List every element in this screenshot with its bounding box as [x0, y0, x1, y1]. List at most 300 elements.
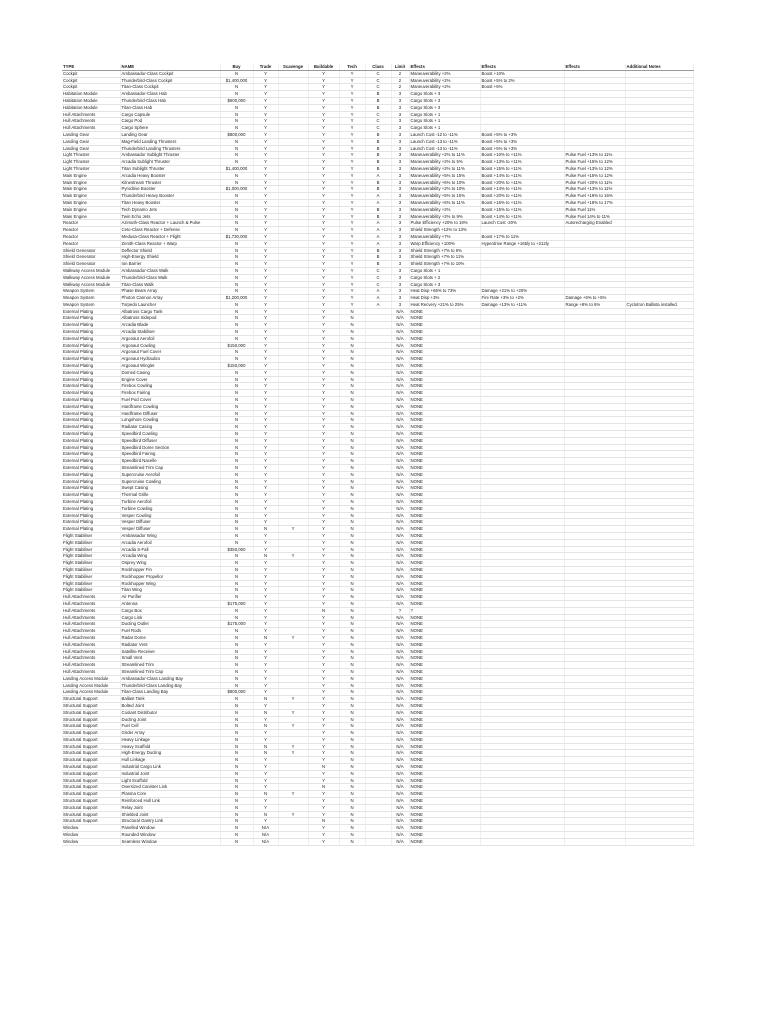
type-cell: Shield Generator: [62, 254, 120, 261]
tech-cell: Y: [339, 206, 365, 213]
tech-cell: N: [339, 621, 365, 628]
notes-cell: [625, 240, 693, 247]
table-row: [62, 77, 693, 84]
tech-cell: N: [339, 580, 365, 587]
tech-cell: N: [339, 655, 365, 662]
class-cell: [365, 587, 391, 594]
buy-cell: N: [220, 696, 253, 703]
notes-cell: [625, 689, 693, 696]
effects-1-cell: NONE: [409, 505, 480, 512]
table-row: [62, 757, 693, 764]
limit-cell: 3: [391, 199, 409, 206]
scavenge-cell: [278, 281, 308, 288]
notes-cell: [625, 791, 693, 798]
tech-cell: N: [339, 410, 365, 417]
class-cell: [365, 607, 391, 614]
notes-cell: [625, 383, 693, 390]
effects-1-cell: NONE: [409, 764, 480, 771]
class-cell: [365, 743, 391, 750]
limit-cell: 3: [391, 247, 409, 254]
type-cell: Cockpit: [62, 77, 120, 84]
effects-1-cell: NONE: [409, 709, 480, 716]
effects-3-cell: [564, 335, 625, 342]
buildable-cell: Y: [308, 261, 339, 268]
table-row: [62, 424, 693, 431]
limit-cell: N/A: [391, 634, 409, 641]
table-row: [62, 437, 693, 444]
effects-2-cell: [480, 539, 564, 546]
type-cell: External Plating: [62, 376, 120, 383]
name-cell: Speedbird Dome Section: [120, 444, 220, 451]
type-cell: External Plating: [62, 424, 120, 431]
tech-cell: Y: [339, 125, 365, 132]
tech-cell: N: [339, 696, 365, 703]
buildable-cell: N: [308, 764, 339, 771]
buy-cell: N: [220, 403, 253, 410]
class-cell: [365, 750, 391, 757]
buy-cell: N: [220, 369, 253, 376]
tech-cell: Y: [339, 84, 365, 91]
class-cell: C: [365, 125, 391, 132]
buildable-cell: Y: [308, 322, 339, 329]
table-row: [62, 478, 693, 485]
table-row: [62, 274, 693, 281]
limit-cell: N/A: [391, 322, 409, 329]
effects-3-cell: [564, 560, 625, 567]
trade-cell: N: [253, 553, 278, 560]
effects-3-cell: Pulse Fuel +15% to 12%: [564, 159, 625, 166]
tech-cell: N: [339, 594, 365, 601]
limit-cell: 2: [391, 77, 409, 84]
trade-cell: Y: [253, 607, 278, 614]
buy-cell: N: [220, 458, 253, 465]
type-cell: Hull Attachments: [62, 634, 120, 641]
tech-cell: N: [339, 825, 365, 832]
buy-cell: N: [220, 485, 253, 492]
buy-cell: N: [220, 288, 253, 295]
tech-cell: Y: [339, 199, 365, 206]
effects-2-cell: [480, 247, 564, 254]
effects-2-cell: [480, 716, 564, 723]
tech-cell: Y: [339, 91, 365, 98]
table-row: [62, 369, 693, 376]
notes-cell: [625, 770, 693, 777]
effects-3-cell: [564, 403, 625, 410]
limit-cell: N/A: [391, 825, 409, 832]
limit-cell: N/A: [391, 743, 409, 750]
name-cell: Arcadia Stabiliser: [120, 329, 220, 336]
notes-cell: [625, 634, 693, 641]
notes-cell: [625, 539, 693, 546]
tech-cell: Y: [339, 179, 365, 186]
buy-cell: $800,000: [220, 689, 253, 696]
trade-cell: N: [253, 709, 278, 716]
effects-3-cell: [564, 118, 625, 125]
tech-cell: N: [339, 471, 365, 478]
effects-1-cell: NONE: [409, 662, 480, 669]
buy-cell: N: [220, 213, 253, 220]
buy-cell: N: [220, 376, 253, 383]
trade-cell: Y: [253, 397, 278, 404]
table-row: [62, 363, 693, 370]
notes-cell: [625, 614, 693, 621]
scavenge-cell: [278, 682, 308, 689]
scavenge-cell: [278, 648, 308, 655]
effects-3-cell: [564, 424, 625, 431]
limit-cell: N/A: [391, 397, 409, 404]
trade-cell: Y: [253, 335, 278, 342]
class-cell: [365, 349, 391, 356]
effects-3-cell: [564, 77, 625, 84]
trade-cell: N: [253, 811, 278, 818]
buildable-cell: Y: [308, 342, 339, 349]
buildable-cell: Y: [308, 172, 339, 179]
table-row: [62, 376, 693, 383]
class-cell: [365, 553, 391, 560]
effects-1-cell: NONE: [409, 519, 480, 526]
class-cell: B: [365, 145, 391, 152]
trade-cell: N/A: [253, 838, 278, 845]
name-cell: Kilnestream Thruster: [120, 179, 220, 186]
trade-cell: Y: [253, 199, 278, 206]
name-cell: Antenna: [120, 600, 220, 607]
effects-3-cell: [564, 791, 625, 798]
effects-1-cell: Launch Cost -13 to -11%: [409, 138, 480, 145]
scavenge-cell: [278, 179, 308, 186]
table-row: [62, 607, 693, 614]
trade-cell: Y: [253, 111, 278, 118]
class-cell: B: [365, 247, 391, 254]
effects-2-cell: [480, 227, 564, 234]
trade-cell: Y: [253, 288, 278, 295]
limit-cell: N/A: [391, 369, 409, 376]
scavenge-cell: [278, 417, 308, 424]
trade-cell: Y: [253, 451, 278, 458]
trade-cell: N: [253, 696, 278, 703]
notes-cell: [625, 580, 693, 587]
buildable-cell: Y: [308, 213, 339, 220]
name-cell: Titan Heavy Booster: [120, 199, 220, 206]
buildable-cell: Y: [308, 431, 339, 438]
effects-2-cell: [480, 798, 564, 805]
notes-cell: [625, 499, 693, 506]
effects-1-cell: Pulse Efficiency +20% to 19%: [409, 220, 480, 227]
table-row: [62, 329, 693, 336]
buy-cell: N: [220, 757, 253, 764]
name-cell: Argonaut Fuel Cover: [120, 349, 220, 356]
trade-cell: Y: [253, 764, 278, 771]
trade-cell: Y: [253, 458, 278, 465]
type-cell: Structural Support: [62, 702, 120, 709]
class-cell: [365, 532, 391, 539]
notes-cell: [625, 247, 693, 254]
type-cell: Structural Support: [62, 764, 120, 771]
scavenge-cell: [278, 628, 308, 635]
limit-cell: N/A: [391, 736, 409, 743]
type-cell: Window: [62, 838, 120, 845]
class-cell: [365, 764, 391, 771]
table-row: [62, 838, 693, 845]
effects-1-cell: Cargo Slots + 1: [409, 118, 480, 125]
buy-cell: N: [220, 628, 253, 635]
effects-2-cell: [480, 553, 564, 560]
class-cell: [365, 784, 391, 791]
type-cell: Light Thruster: [62, 159, 120, 166]
limit-cell: N/A: [391, 458, 409, 465]
buildable-cell: Y: [308, 512, 339, 519]
tech-cell: N: [339, 573, 365, 580]
effects-3-cell: [564, 716, 625, 723]
type-cell: External Plating: [62, 315, 120, 322]
buy-cell: N: [220, 91, 253, 98]
class-cell: [365, 838, 391, 845]
col-header-name: NAME: [120, 64, 220, 70]
name-cell: Argonaut Hydraulics: [120, 356, 220, 363]
buildable-cell: Y: [308, 458, 339, 465]
name-cell: Ducting Joint: [120, 716, 220, 723]
effects-1-cell: Maneuverability +2% to 11%: [409, 152, 480, 159]
name-cell: Small Vent: [120, 655, 220, 662]
type-cell: External Plating: [62, 492, 120, 499]
limit-cell: 3: [391, 267, 409, 274]
scavenge-cell: [278, 254, 308, 261]
buildable-cell: Y: [308, 600, 339, 607]
name-cell: High-Energy Ducting: [120, 750, 220, 757]
buy-cell: N: [220, 668, 253, 675]
effects-3-cell: [564, 702, 625, 709]
effects-1-cell: NONE: [409, 417, 480, 424]
name-cell: Hardframe Diffuser: [120, 410, 220, 417]
notes-cell: [625, 288, 693, 295]
scavenge-cell: [278, 261, 308, 268]
tech-cell: N: [339, 770, 365, 777]
effects-2-cell: [480, 322, 564, 329]
effects-3-cell: [564, 125, 625, 132]
buildable-cell: Y: [308, 702, 339, 709]
tech-cell: N: [339, 383, 365, 390]
type-cell: Main Engine: [62, 172, 120, 179]
type-cell: Structural Support: [62, 770, 120, 777]
effects-2-cell: [480, 580, 564, 587]
class-cell: B: [365, 179, 391, 186]
effects-1-cell: NONE: [409, 804, 480, 811]
effects-2-cell: [480, 417, 564, 424]
name-cell: Supercruise Aerofoil: [120, 471, 220, 478]
buildable-cell: Y: [308, 798, 339, 805]
notes-cell: [625, 431, 693, 438]
notes-cell: [625, 295, 693, 302]
trade-cell: Y: [253, 91, 278, 98]
scavenge-cell: [278, 315, 308, 322]
class-cell: [365, 580, 391, 587]
effects-3-cell: [564, 254, 625, 261]
class-cell: A: [365, 227, 391, 234]
trade-cell: Y: [253, 730, 278, 737]
limit-cell: N/A: [391, 764, 409, 771]
effects-2-cell: [480, 832, 564, 839]
effects-2-cell: [480, 349, 564, 356]
buildable-cell: Y: [308, 288, 339, 295]
effects-3-cell: Damage +6% to +5%: [564, 295, 625, 302]
class-cell: [365, 546, 391, 553]
table-row: [62, 743, 693, 750]
effects-3-cell: [564, 70, 625, 77]
type-cell: Flight Stabiliser: [62, 573, 120, 580]
limit-cell: N/A: [391, 566, 409, 573]
limit-cell: N/A: [391, 403, 409, 410]
tech-cell: N: [339, 499, 365, 506]
buildable-cell: Y: [308, 193, 339, 200]
trade-cell: Y: [253, 546, 278, 553]
buildable-cell: Y: [308, 668, 339, 675]
table-body: [62, 70, 693, 845]
limit-cell: N/A: [391, 696, 409, 703]
limit-cell: N/A: [391, 791, 409, 798]
buy-cell: N: [220, 281, 253, 288]
effects-2-cell: [480, 628, 564, 635]
table-row: [62, 818, 693, 825]
effects-2-cell: [480, 104, 564, 111]
type-cell: Hull Attachments: [62, 614, 120, 621]
scavenge-cell: Y: [278, 634, 308, 641]
table-row: [62, 458, 693, 465]
buy-cell: N: [220, 410, 253, 417]
class-cell: A: [365, 233, 391, 240]
table-row: [62, 179, 693, 186]
trade-cell: Y: [253, 573, 278, 580]
name-cell: Panelled Window: [120, 825, 220, 832]
effects-2-cell: [480, 315, 564, 322]
class-cell: B: [365, 206, 391, 213]
type-cell: External Plating: [62, 363, 120, 370]
table-row: [62, 145, 693, 152]
effects-1-cell: Warp Efficiency +100%: [409, 240, 480, 247]
notes-cell: [625, 553, 693, 560]
class-cell: [365, 804, 391, 811]
scavenge-cell: [278, 125, 308, 132]
effects-3-cell: [564, 505, 625, 512]
class-cell: B: [365, 186, 391, 193]
notes-cell: [625, 485, 693, 492]
scavenge-cell: [278, 580, 308, 587]
name-cell: Speedbird Nacelle: [120, 458, 220, 465]
effects-3-cell: [564, 736, 625, 743]
scavenge-cell: [278, 675, 308, 682]
parts-table: [62, 64, 694, 846]
tech-cell: N: [339, 668, 365, 675]
effects-3-cell: [564, 804, 625, 811]
tech-cell: N: [339, 322, 365, 329]
tech-cell: N: [339, 682, 365, 689]
buy-cell: N: [220, 838, 253, 845]
buy-cell: $1,400,000: [220, 165, 253, 172]
limit-cell: 3: [391, 193, 409, 200]
buy-cell: N: [220, 349, 253, 356]
buy-cell: $1,400,000: [220, 77, 253, 84]
buy-cell: N: [220, 750, 253, 757]
type-cell: Structural Support: [62, 791, 120, 798]
buildable-cell: Y: [308, 227, 339, 234]
tech-cell: N: [339, 716, 365, 723]
notes-cell: [625, 777, 693, 784]
name-cell: Ambassador-Class Hab: [120, 91, 220, 98]
table-row: [62, 308, 693, 315]
col-header-scavenge: Scavenge: [278, 64, 308, 70]
notes-cell: [625, 125, 693, 132]
effects-3-cell: [564, 104, 625, 111]
buildable-cell: Y: [308, 390, 339, 397]
limit-cell: N/A: [391, 770, 409, 777]
buy-cell: N: [220, 274, 253, 281]
effects-1-cell: NONE: [409, 485, 480, 492]
type-cell: Reactor: [62, 240, 120, 247]
tech-cell: N: [339, 560, 365, 567]
notes-cell: [625, 397, 693, 404]
limit-cell: N/A: [391, 798, 409, 805]
scavenge-cell: [278, 764, 308, 771]
effects-3-cell: [564, 675, 625, 682]
buildable-cell: Y: [308, 682, 339, 689]
type-cell: Hull Attachments: [62, 668, 120, 675]
name-cell: Titan-Class Landing Bay: [120, 689, 220, 696]
buy-cell: N: [220, 499, 253, 506]
scavenge-cell: [278, 376, 308, 383]
tech-cell: N: [339, 539, 365, 546]
tech-cell: N: [339, 315, 365, 322]
buildable-cell: Y: [308, 662, 339, 669]
scavenge-cell: [278, 193, 308, 200]
class-cell: [365, 811, 391, 818]
name-cell: Cargo Box: [120, 607, 220, 614]
notes-cell: [625, 369, 693, 376]
effects-2-cell: Damage +21% to +20%: [480, 288, 564, 295]
type-cell: Weapon System: [62, 295, 120, 302]
name-cell: Swept Casing: [120, 485, 220, 492]
buildable-cell: Y: [308, 689, 339, 696]
scavenge-cell: [278, 172, 308, 179]
limit-cell: N/A: [391, 750, 409, 757]
trade-cell: Y: [253, 668, 278, 675]
type-cell: Hull Attachments: [62, 641, 120, 648]
effects-1-cell: NONE: [409, 777, 480, 784]
buy-cell: $800,000: [220, 131, 253, 138]
limit-cell: 3: [391, 227, 409, 234]
effects-2-cell: Boost +14% to +11%: [480, 213, 564, 220]
tech-cell: N: [339, 811, 365, 818]
table-row: [62, 668, 693, 675]
notes-cell: [625, 675, 693, 682]
class-cell: [365, 335, 391, 342]
limit-cell: N/A: [391, 424, 409, 431]
tech-cell: N: [339, 342, 365, 349]
class-cell: [365, 383, 391, 390]
buildable-cell: Y: [308, 832, 339, 839]
tech-cell: Y: [339, 247, 365, 254]
buildable-cell: Y: [308, 274, 339, 281]
notes-cell: [625, 458, 693, 465]
trade-cell: Y: [253, 322, 278, 329]
effects-1-cell: NONE: [409, 437, 480, 444]
buildable-cell: Y: [308, 125, 339, 132]
class-cell: C: [365, 70, 391, 77]
notes-cell: [625, 267, 693, 274]
notes-cell: [625, 478, 693, 485]
class-cell: A: [365, 288, 391, 295]
buildable-cell: Y: [308, 138, 339, 145]
buildable-cell: Y: [308, 526, 339, 533]
effects-1-cell: NONE: [409, 363, 480, 370]
name-cell: Speedbird Diffuser: [120, 437, 220, 444]
